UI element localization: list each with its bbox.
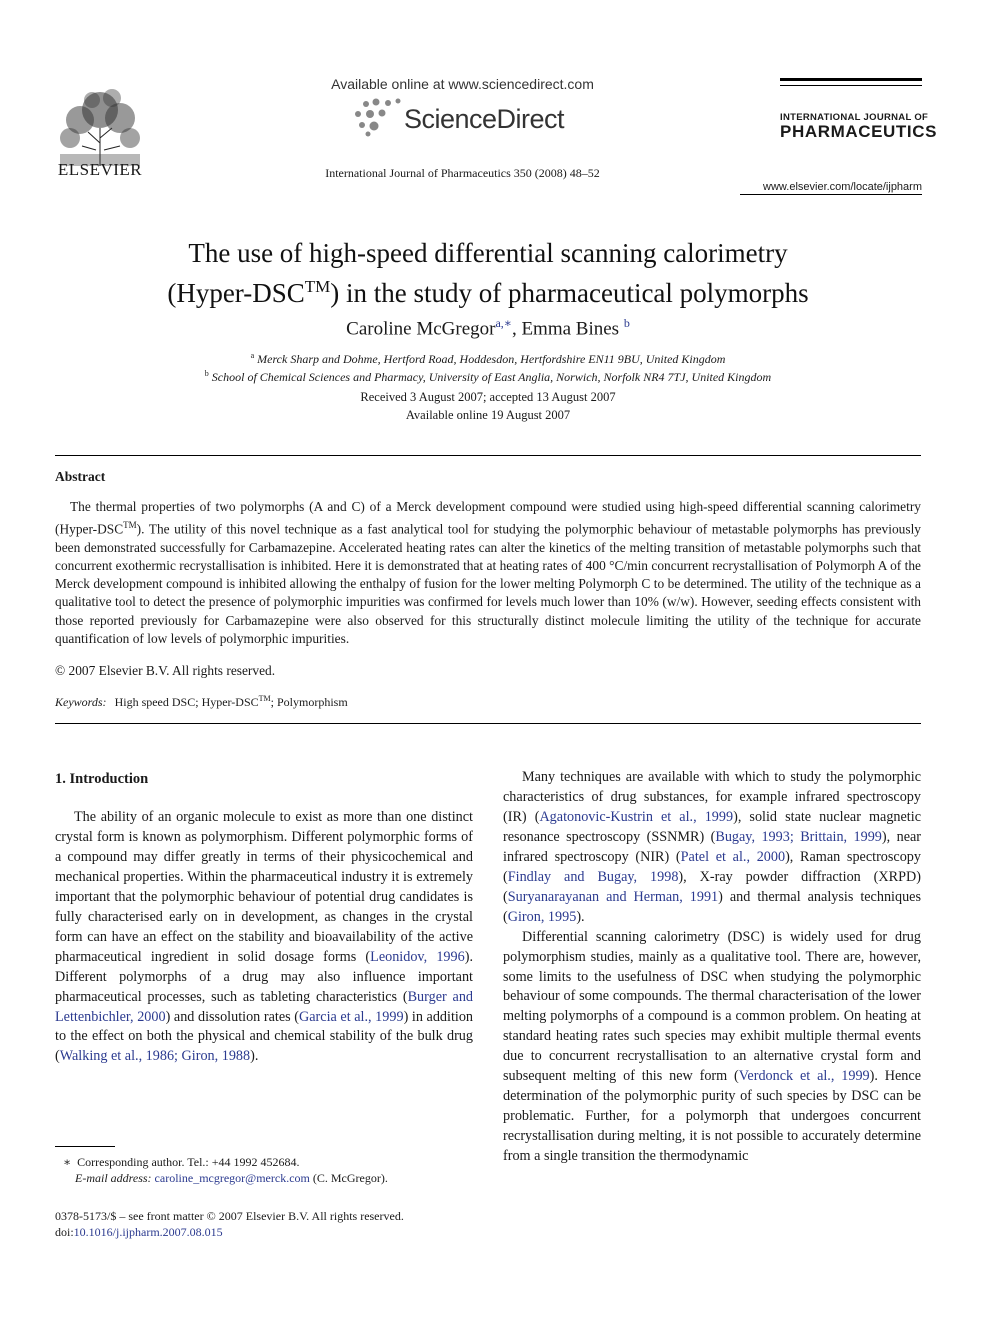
available-date: Available online 19 August 2007 [405,408,571,422]
body-column-left [55,808,473,1067]
affiliation-b [55,369,921,385]
divider [55,723,921,724]
journal-name-line1: INTERNATIONAL JOURNAL OF [780,112,929,123]
affiliation-text: Merck Sharp and Dohme, Hertford Road, Hoddesdon, Hertfordshire EN11 9BU, United Kingdom [257,352,726,366]
publisher-name: ELSEVIER [57,160,143,179]
journal-rule [780,78,922,81]
reference-link[interactable]: Burger and Lettenbichler, 2000 [55,988,474,1025]
keywords: Keywords: High speed DSC; Hyper-DSC™; Polymorphism [55,694,348,709]
reference-link[interactable]: Giron, 1995 [507,908,577,925]
footnote-email: E-mail address: caroline_mcgregor@merck.com (C. McGregor). [75,1171,388,1185]
journal-rule [740,194,922,195]
title-line-1: The use of high-speed differential scanning calorimetry [188,238,788,268]
doi-link[interactable]: 10.1016/j.ijpharm.2007.08.015 [73,1225,223,1239]
affiliation-mark: a [250,351,255,360]
title-superscript: TM [304,277,331,296]
doi-line: doi:10.1016/j.ijpharm.2007.08.015 [55,1225,223,1239]
journal-rule [780,85,922,86]
journal-citation: International Journal of Pharmaceutics 350 (2008) 48–52 [325,166,600,180]
affiliation-a [55,351,921,367]
author-name: Emma Bines [521,318,620,340]
section-heading-introduction: 1. Introduction [55,771,149,787]
footnote-rule [55,1146,115,1147]
title-line-2-pre: (Hyper-DSC [167,278,305,308]
reference-link[interactable]: Walking et al., 1986; Giron, 1988 [59,1048,251,1065]
email-link[interactable]: caroline_mcgregor@merck.com [154,1171,310,1185]
affiliation-mark: b [204,369,209,378]
affiliation-text: School of Chemical Sciences and Pharmacy, University of East Anglia, Norwich, Norfolk NR4 7TJ, United Kingdom [211,370,772,384]
reference-link[interactable]: Garcia et al., 1999 [299,1008,404,1025]
body-column-right [503,768,921,1167]
author-name: Caroline McGregor [346,318,496,340]
footnote-mark: ∗ [63,1155,72,1169]
keywords-label: Keywords: [55,695,107,709]
reference-link[interactable]: Suryanarayanan and Herman, 1991 [507,888,719,905]
reference-link[interactable]: Verdonck et al., 1999 [738,1068,870,1085]
journal-url[interactable]: www.elsevier.com/locate/ijpharm [763,181,922,193]
paragraph: Many techniques are available with which to study the polymorphic characteristics of drug substances, for example infrared spectroscopy (IR) (Agatonovic-Kustrin et al., 1999), solid state nuclear magnetic resonance spectroscopy (SSNMR) (Bugay, 1993; Brittain, 1999), near infrared spectroscopy (NIR) (Patel et al., 2000), Raman spectroscopy (Findlay and Bugay, 1998), X-ray powder diffraction (XRPD) (Suryanarayanan and Herman, 1991) and thermal analysis techniques (Giron, 1995). [503,769,922,925]
issn-line: 0378-5173/$ – see front matter © 2007 Elsevier B.V. All rights reserved. [55,1209,404,1223]
journal-name-line2: PHARMACEUTICS [780,122,938,141]
abstract-text: The thermal properties of two polymorphs (A and C) of a Merck development compound were studied using high-speed differential scanning calorimetry (Hyper-DSC™). The utility of this novel technique as a fast analytical tool for studying the polymorphic behaviour of metastable polymorphs has previously been demonstrated successfully for Carbamazepine. Accelerated heating rates can alter the kinetics of the melting transition of metastable polymorphs such that concurrent exothermic recrystallisation is inhibited. Here it is demonstrated that at heating rates of 400 °C/min concurrent recrystallisation of Polymorph A of the Merck development compound is inhibited allowing the enthalpy of fusion for the lower melting Polymorph C to be determined. The utility of the technique as a qualitative tool to detect the presence of polymorphic impurities was confirmed for levels much lower than 10% (w/w). However, seeding effects consistent with those reported previously for Carbamazepine were also observed for this structurally distinct molecule limiting the utility of the technique for accurate quantification of low levels of polymorphic impurities. [55,499,921,646]
reference-link[interactable]: Patel et al., 2000 [680,848,786,865]
author-affiliation-mark[interactable]: a,∗ [495,316,512,330]
reference-link[interactable]: Bugay, 1993; Brittain, 1999 [715,828,882,845]
author-affiliation-mark[interactable]: b [623,316,630,330]
divider [55,455,921,456]
abstract-copyright: © 2007 Elsevier B.V. All rights reserved. [55,663,276,678]
reference-link[interactable]: Findlay and Bugay, 1998 [507,868,679,885]
email-label: E-mail address: [75,1171,152,1185]
author-list: Caroline McGregor$^{a,∗}$, Emma Bines $^b$ [346,316,630,340]
sciencedirect-brand: ScienceDirect [404,104,565,134]
article-title [55,236,921,310]
paragraph: The ability of an organic molecule to exist as more than one distinct crystal form is known as polymorphism. Different polymorphic forms of a compound may differ greatly in terms of their physicochemical and mechanical properties. Within the pharmaceutical industry it is extremely important that the polymorphic behaviour of potential drug candidates is fully characterised early on in development, as changes in the crystal form can have an effect on the stability and bioavailability of the active pharmaceutical ingredient in solid dosage forms (Leonidov, 1996). Different polymorphs of a drug may also influence important pharmaceutical processes, such as tableting characteristics (Burger and Lettenbichler, 2000) and dissolution rates (Garcia et al., 1999) in addition to the effect on both the physical and chemical stability of the bulk drug (Walking et al., 1986; Giron, 1988). [55,809,474,1065]
title-line-2-post: ) in the study of pharmaceutical polymorphs [330,278,809,308]
reference-link[interactable]: Leonidov, 1996 [370,948,465,965]
reference-link[interactable]: Agatonovic-Kustrin et al., 1999 [539,808,734,825]
received-dates: Received 3 August 2007; accepted 13 August 2007 [360,390,616,404]
available-online-text[interactable]: Available online at www.sciencedirect.com [331,76,594,92]
footnote-corresponding: ∗ Corresponding author. Tel.: +44 1992 452684. [63,1155,300,1169]
paragraph: Differential scanning calorimetry (DSC) is widely used for drug polymorphism studies, mainly as a qualitative tool. There are, however, some limits to the usefulness of DSC when studying the polymorphic behaviour of some compounds. The thermal characterisation of the lower melting polymorphs of a compound is a common problem. On heating at standard heating rates such species may exhibit multiple thermal events due to concurrent recrystallisation to an alternative crystal form and subsequent melting of this new form (Verdonck et al., 1999). Hence determination of the polymorphic purity of such species by DSC can be problematic. Further, for a polymorph that undergoes concurrent recrystallisation during melting, it is not possible to accurately determine from a single transition the thermodynamic [503,928,921,1165]
abstract-heading: Abstract [55,469,106,484]
